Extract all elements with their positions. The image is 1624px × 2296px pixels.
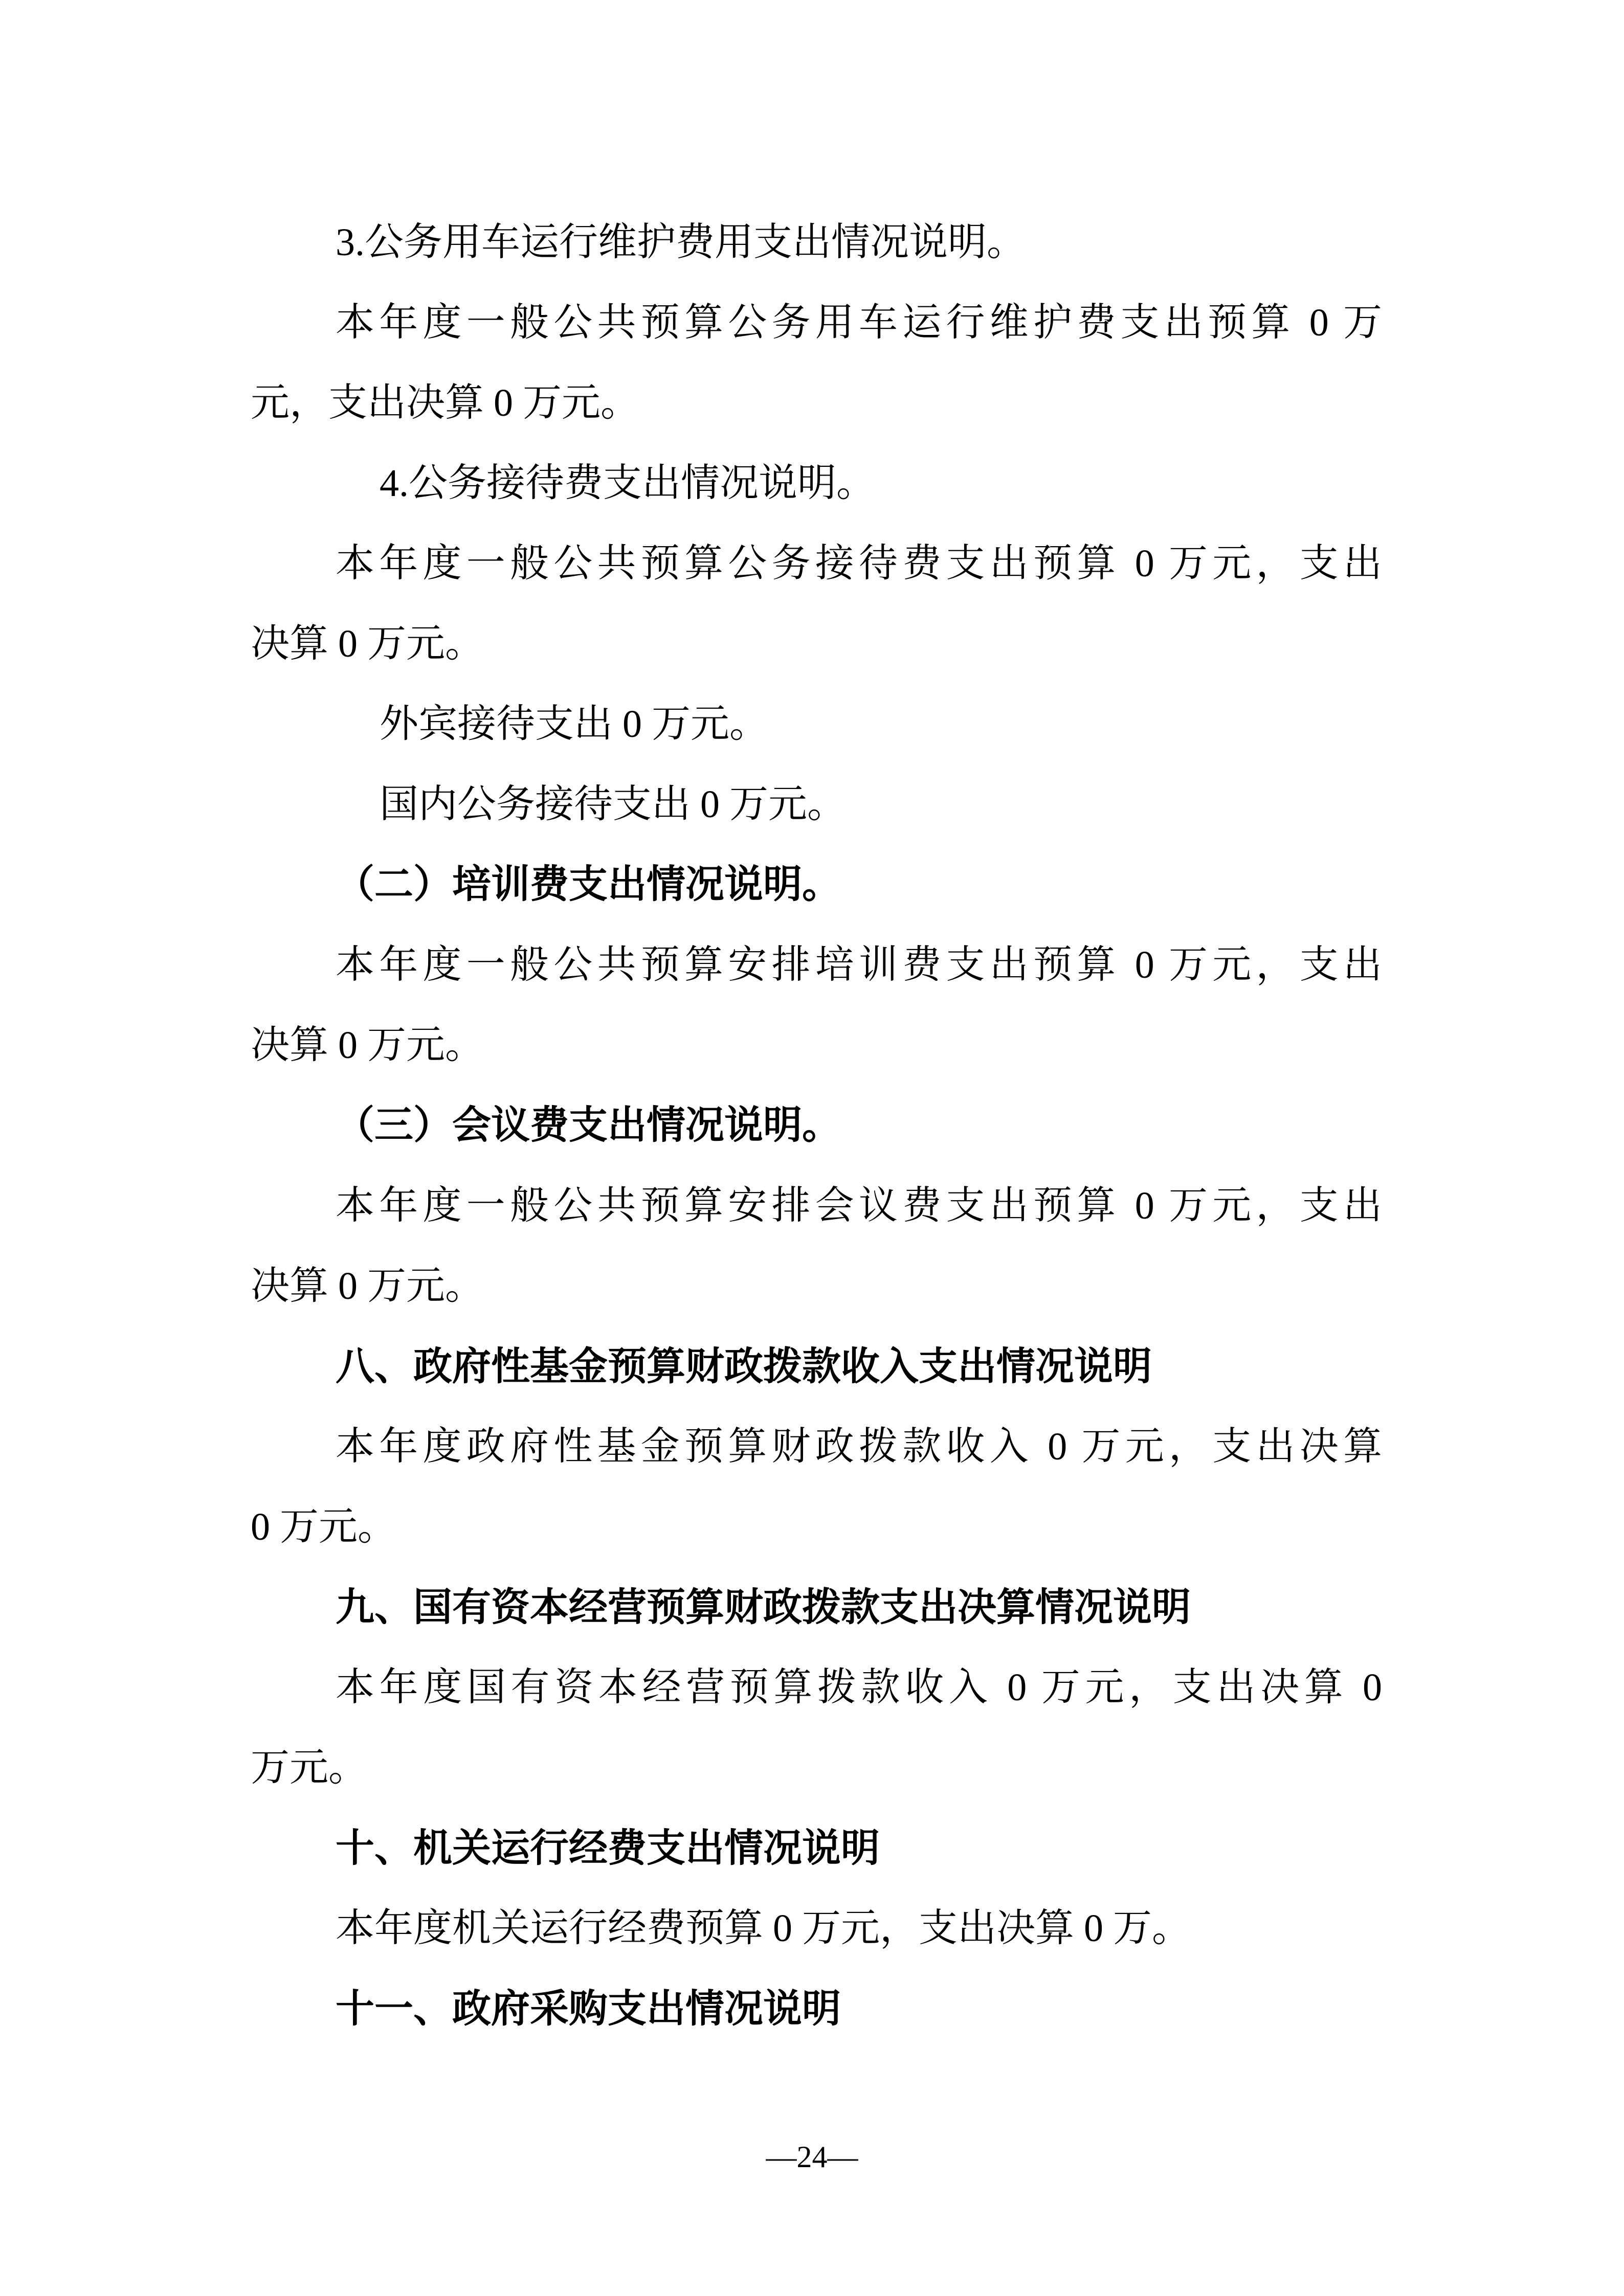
paragraph-vehicle-line-1: 本年度一般公共预算公务用车运行维护费支出预算 0 万: [336, 301, 1382, 344]
heading-10-operating-funds: 十、机关运行经费支出情况说明: [336, 1827, 880, 1870]
heading-9-state-capital: 九、国有资本经营预算财政拨款支出决算情况说明: [336, 1586, 1191, 1629]
heading-8-government-funds: 八、政府性基金预算财政拨款收入支出情况说明: [336, 1345, 1152, 1388]
paragraph-capital-line-1: 本年度国有资本经营预算拨款收入 0 万元，支出决算 0: [336, 1666, 1382, 1709]
paragraph-reception-line-1: 本年度一般公共预算公务接待费支出预算 0 万元，支出: [336, 542, 1382, 585]
subheading-2-training-fee: （二）培训费支出情况说明。: [336, 863, 841, 906]
text-block: [251, 202, 1382, 2049]
paragraph-training-line-2: 决算 0 万元。: [251, 1024, 484, 1067]
paragraph-meeting-line-2: 决算 0 万元。: [251, 1265, 484, 1308]
paragraph-meeting-line-1: 本年度一般公共预算安排会议费支出预算 0 万元，支出: [336, 1184, 1382, 1227]
paragraph-capital-line-2: 万元。: [251, 1746, 367, 1789]
paragraph-funds-line-1: 本年度政府性基金预算财政拨款收入 0 万元，支出决算: [336, 1425, 1382, 1468]
paragraph-vehicle-line-2: 元，支出决算 0 万元。: [251, 381, 639, 424]
paragraph-foreign-guests: 外宾接待支出 0 万元。: [380, 703, 768, 746]
paragraph-training-line-1: 本年度一般公共预算安排培训费支出预算 0 万元，支出: [336, 943, 1382, 986]
list-item-4-heading: 4.公务接待费支出情况说明。: [380, 462, 875, 505]
paragraph-domestic-reception: 国内公务接待支出 0 万元。: [380, 783, 846, 826]
page-number: —24—: [766, 2140, 858, 2174]
heading-11-procurement: 十一、政府采购支出情况说明: [336, 1987, 841, 2031]
list-item-3-heading: 3.公务用车运行维护费用支出情况说明。: [336, 221, 1026, 264]
paragraph-funds-line-2: 0 万元。: [251, 1505, 396, 1548]
paragraph-reception-line-2: 决算 0 万元。: [251, 622, 484, 665]
subheading-3-meeting-fee: （三）会议费支出情况说明。: [336, 1104, 841, 1147]
paragraph-operating-funds: 本年度机关运行经费预算 0 万元，支出决算 0 万。: [336, 1907, 1191, 1950]
